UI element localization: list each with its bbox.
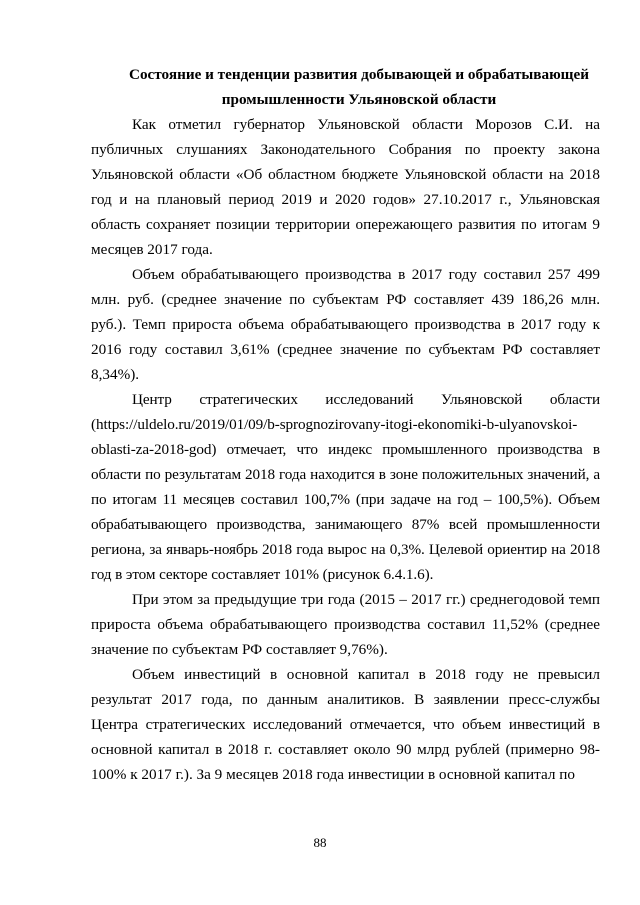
paragraph-investments: Объем инвестиций в основной капитал в 2018 году не превысил результат 2017 года, по данным аналитиков. В заявлении пресс-службы Центра стратегических исследований отмечается, что объем инвестиций в основной капитал в 2018 г. составляет около 90 млрд рублей (примерно 98-100% к 2017 г.). За 9 месяцев 2018 года инвестиции в основной капитал по bbox=[91, 666, 600, 783]
page-number: 88 bbox=[313, 835, 327, 850]
paragraph-governor-statement: Как отметил губернатор Ульяновской области Морозов С.И. на публичных слушаниях Законодательного Собрания по проекту закона Ульяновской области «Об областном бюджете Ульяновской области на 2018 год и на плановый период 2019 и 2020 годов» 27.10.2017 г., Ульяновская область сохраняет позиции территории опережающего развития по итогам 9 месяцев 2017 года. bbox=[91, 116, 600, 258]
paragraph-growth-rate: При этом за предыдущие три года (2015 – 2017 гг.) среднегодовой темп прироста объема обрабатывающего производства составил 11,52% (среднее значение по субъектам РФ составляет 9,76%). bbox=[91, 591, 600, 658]
paragraph-manufacturing-volume: Объем обрабатывающего производства в 2017 году составил 257 499 млн. руб. (среднее значение по субъектам РФ составляет 439 186,26 млн. руб.). Темп прироста объема обрабатывающего производства в 2017 году к 2016 году составил 3,61% (среднее значение по субъектам РФ составляет 8,34%). bbox=[91, 266, 600, 383]
document-body bbox=[91, 112, 600, 787]
paragraph-strategic-research-center: Центр стратегических исследований Ульяновской области (https://uldelo.ru/2019/01/09/b-sprognozirovany-itogi-ekonomiki-b-ulyanovskoi-oblasti-za-2018-god) отмечает, что индекс промышленного производства в области по результатам 2018 года находится в зоне положительных значений, а по итогам 11 месяцев составил 100,7% (при задаче на год – 100,5%). Объем обрабатывающего производства, занимающего 87% всей промышленности региона, за январь-ноябрь 2018 года вырос на 0,3%. Целевой ориентир на 2018 год в этом секторе составляет 101% (рисунок 6.4.1.6). bbox=[91, 391, 600, 583]
section-title: Состояние и тенденции развития добывающей и обрабатывающей промышленности Ульяновской области bbox=[128, 66, 589, 108]
